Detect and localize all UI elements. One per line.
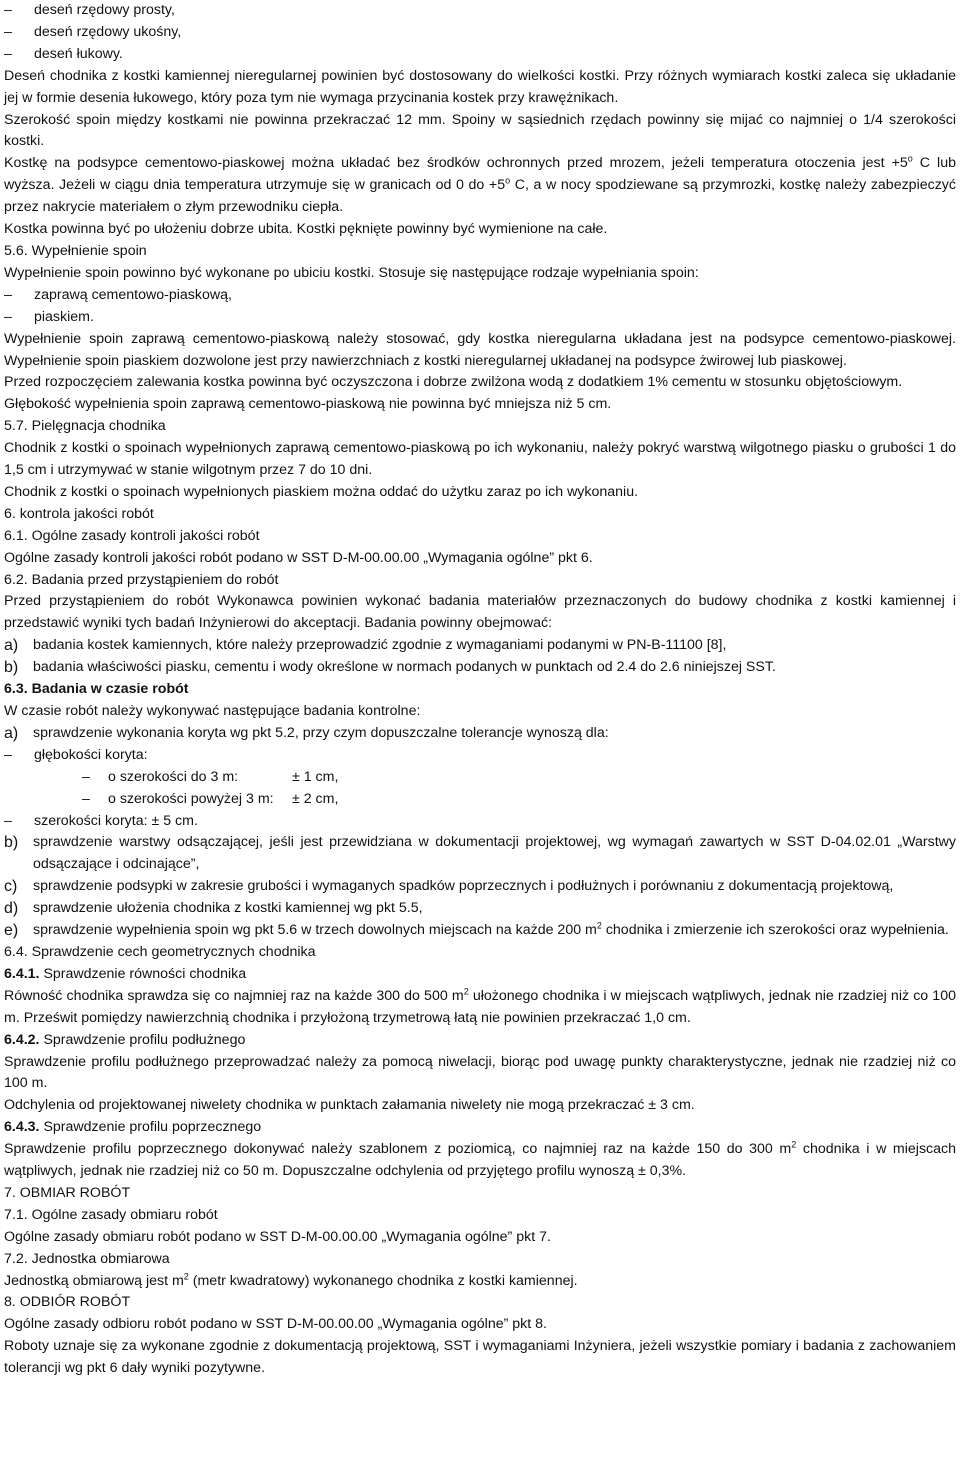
list-item	[4, 307, 956, 329]
item-letter: a)	[4, 637, 19, 655]
superscript: 2	[463, 986, 469, 997]
lettered-item	[4, 832, 956, 876]
list-item-text: deseń rzędowy prosty,	[34, 2, 175, 18]
paragraph	[4, 1139, 956, 1183]
paragraph: Szerokość spoin między kostkami nie powinna przekraczać 12 mm. Spoiny w sąsiednich rzędach powinny się mijać co najmniej o 1/4 szerokości kostki.	[4, 111, 956, 150]
text-span: Sprawdzenie profilu poprzecznego dokonywać należy szablonem z poziomicą, co najmniej raz na każde 150 do 300 m	[4, 1141, 792, 1158]
paragraph: Kostka powinna być po ułożeniu dobrze ubita. Kostki pęknięte powinny być wymienione na całe.	[4, 221, 608, 238]
list-item	[4, 44, 956, 66]
sub-list-value: ± 1 cm,	[292, 768, 339, 785]
paragraph: W czasie robót należy wykonywać następujące badania kontrolne:	[4, 703, 421, 719]
superscript: o	[907, 153, 913, 164]
paragraph: Chodnik z kostki o spoinach wypełnionych zaprawą cementowo-piaskową po ich wykonaniu, należy pokryć warstwą wilgotnego piasku o grubości 1 do 1,5 cm i utrzymywać w stanie wilgotnym przez 7 do 10 dni.	[4, 440, 956, 479]
section-heading: 8. ODBIÓR ROBÓT	[4, 1294, 131, 1311]
section-heading: 7.2. Jednostka obmiarowa	[4, 1250, 170, 1267]
paragraph: Chodnik z kostki o spoinach wypełnionych piaskiem można oddać do użytku zaraz po ich wykonaniu.	[4, 483, 639, 500]
item-text: sprawdzenie ułożenia chodnika z kostki kamiennej wg pkt 5.5,	[33, 900, 423, 917]
item-letter: b)	[4, 834, 19, 852]
list-item-text: głębokości koryta:	[34, 746, 148, 763]
lettered-item	[4, 920, 956, 942]
list-item-text: zaprawą cementowo-piaskową,	[34, 286, 232, 303]
superscript: 2	[791, 1139, 797, 1150]
paragraph: Ogólne zasady odbioru robót podano w SST D-M-00.00.00 „Wymagania ogólne” pkt 8.	[4, 1316, 547, 1333]
item-text: badania kostek kamiennych, które należy przeprowadzić zgodnie z wymaganiami podanymi w PN-B-11100 [8],	[33, 637, 727, 654]
section-title: Sprawdzenie profilu poprzecznego	[39, 1119, 262, 1136]
superscript: 2	[183, 1270, 189, 1281]
paragraph: Ogólne zasady obmiaru robót podano w SST D-M-00.00.00 „Wymagania ogólne” pkt 7.	[4, 1228, 551, 1245]
item-text: sprawdzenie wypełnienia spoin wg pkt 5.6 w trzech dowolnych miejscach na każde 200 m	[33, 922, 597, 939]
lettered-item	[4, 898, 956, 920]
sub-list-label: o szerokości do 3 m:	[108, 768, 239, 785]
lettered-item	[4, 657, 956, 679]
paragraph: Deseń chodnika z kostki kamiennej nieregularnej powinien być dostosowany do wielkości kostki. Przy różnych wymiarach kostki zaleca się układanie jej w formie desenia łukowego, który poza tym nie wymaga przycinania kostek przy krawężnikach.	[4, 67, 956, 106]
item-letter: c)	[4, 878, 18, 896]
list-item	[4, 285, 956, 307]
paragraph	[4, 153, 956, 219]
section-heading	[4, 1030, 956, 1052]
list-item-text: deseń rzędowy ukośny,	[34, 23, 182, 40]
lettered-item	[4, 635, 956, 657]
list-item	[4, 22, 956, 44]
section-heading: 5.7. Pielęgnacja chodnika	[4, 418, 166, 435]
paragraph: Głębokość wypełnienia spoin zaprawą cementowo-piaskową nie powinna być mniejsza niż 5 cm.	[4, 396, 612, 413]
section-heading: 6.2. Badania przed przystąpieniem do robót	[4, 571, 279, 588]
paragraph	[4, 986, 956, 1030]
text-span: Jednostką obmiarową jest m	[4, 1272, 184, 1289]
item-text: chodnika i zmierzenie ich szerokości oraz wypełnienia.	[601, 922, 949, 939]
paragraph: Przed przystąpieniem do robót Wykonawca powinien wykonać badania materiałów przeznaczonych do budowy chodnika z kostki kamiennej i przedstawić wyniki tych badań Inżynierowi do akceptacji. Badania powinny obejmować:	[4, 593, 956, 632]
list-item	[4, 0, 956, 22]
lettered-item	[4, 876, 956, 898]
item-text: sprawdzenie podsypki w zakresie grubości i wymaganych spadków poprzecznych i podłużnych i porównaniu z dokumentacją projektową,	[33, 878, 894, 895]
section-number: 6.4.3.	[4, 1119, 40, 1136]
sub-list-item	[4, 767, 956, 789]
text-span: ułożonego chodnika i w miejscach wątpliwych, jednak nie rzadziej niż co 100 m. Prześwit pomiędzy nawierzchnią chodnika i przyłożoną trzymetrową łatą nie powinien przekraczać 1,0 cm.	[4, 987, 956, 1026]
paragraph: Przed rozpoczęciem zalewania kostka powinna być oczyszczona i dobrze zwilżona wodą z dodatkiem 1% cementu w stosunku objętościowym.	[4, 374, 903, 391]
paragraph: Odchylenia od projektowanej niwelety chodnika w punktach załamania niwelety nie mogą przekraczać ± 3 cm.	[4, 1097, 695, 1114]
section-heading: 7. OBMIAR ROBÓT	[4, 1184, 131, 1201]
sub-list-label: o szerokości powyżej 3 m:	[108, 790, 274, 807]
text-span: C lub wyższa. Jeżeli w ciągu dnia temperatura utrzymuje się w granicach od 0 do +5	[4, 155, 956, 194]
sub-list-item	[4, 789, 956, 811]
paragraph: Sprawdzenie profilu podłużnego przeprowadzać należy za pomocą niwelacji, biorąc pod uwagę punkty charakterystyczne, jednak nie rzadziej niż co 100 m.	[4, 1053, 956, 1092]
superscript: o	[505, 175, 511, 186]
section-heading	[4, 964, 956, 986]
item-letter: d)	[4, 900, 19, 918]
list-item-text: deseń łukowy.	[34, 45, 123, 62]
list-item-text: szerokości koryta: ± 5 cm.	[34, 812, 198, 829]
paragraph	[4, 1271, 956, 1293]
section-number: 6.4.2.	[4, 1031, 40, 1048]
lettered-item	[4, 723, 956, 745]
sub-list-value: ± 2 cm,	[292, 790, 339, 807]
item-letter: b)	[4, 659, 19, 677]
section-heading	[4, 1117, 956, 1139]
paragraph: Wypełnienie spoin zaprawą cementowo-piaskową należy stosować, gdy kostka nieregularna układana jest na podsypce cementowo-piaskowej. Wypełnienie spoin piaskiem dozwolone jest przy nawierzchniach z kostki nieregularnej układanej na podsypce żwirowej lub piaskowej.	[4, 330, 956, 369]
item-text: sprawdzenie wykonania koryta wg pkt 5.2, przy czym dopuszczalne tolerancje wynoszą dla:	[33, 724, 609, 741]
paragraph: Roboty uznaje się za wykonane zgodnie z dokumentacją projektową, SST i wymaganiami Inżyniera, jeżeli wszystkie pomiary i badania z zachowaniem tolerancji wg pkt 6 dały wyniki pozytywne.	[4, 1338, 956, 1377]
section-number: 6.4.1.	[4, 965, 40, 982]
section-heading: 6.3. Badania w czasie robót	[4, 681, 189, 698]
superscript: 2	[596, 920, 602, 931]
section-title: Sprawdzenie profilu podłużnego	[39, 1031, 246, 1048]
section-heading: 5.6. Wypełnienie spoin	[4, 242, 147, 259]
text-span: Równość chodnika sprawdza się co najmniej raz na każde 300 do 500 m	[4, 987, 464, 1004]
item-letter: e)	[4, 922, 19, 940]
list-item	[4, 745, 956, 767]
item-letter: a)	[4, 724, 19, 742]
paragraph: Wypełnienie spoin powinno być wykonane po ubiciu kostki. Stosuje się następujące rodzaje wypełniania spoin:	[4, 264, 699, 281]
item-text: sprawdzenie warstwy odsączającej, jeśli jest przewidziana w dokumentacji projektowej, wg wymagań zawartych w SST D-04.02.01 „Warstwy odsączające i odcinające”,	[33, 834, 956, 873]
section-heading: 6.4. Sprawdzenie cech geometrycznych chodnika	[4, 943, 316, 960]
section-heading: 6. kontrola jakości robót	[4, 505, 154, 522]
text-span: Kostkę na podsypce cementowo-piaskowej można układać bez środków ochronnych przed mrozem, jeżeli temperatura otoczenia jest +5	[4, 155, 908, 172]
text-span: chodnika i w miejscach wątpliwych, jednak nie rzadziej niż co 50 m. Dopuszczalne odchylenia od przyjętego profilu wynoszą ± 0,3%.	[4, 1141, 957, 1180]
section-heading: 7.1. Ogólne zasady obmiaru robót	[4, 1206, 218, 1223]
section-heading: 6.1. Ogólne zasady kontroli jakości robót	[4, 527, 260, 544]
list-item-text: piaskiem.	[34, 308, 94, 325]
text-span: C, a w nocy spodziewane są przymrozki, kostkę należy zabezpieczyć przez nakrycie materiałem o złym przewodniku ciepła.	[4, 177, 956, 216]
section-title: Sprawdzenie równości chodnika	[39, 965, 247, 982]
paragraph: Ogólne zasady kontroli jakości robót podano w SST D-M-00.00.00 „Wymagania ogólne” pkt 6.	[4, 549, 593, 566]
item-text: badania właściwości piasku, cementu i wody określone w normach podanych w punktach od 2.4 do 2.6 niniejszej SST.	[33, 659, 776, 676]
text-span: (metr kwadratowy) wykonanego chodnika z kostki kamiennej.	[188, 1272, 578, 1289]
list-item	[4, 811, 956, 833]
